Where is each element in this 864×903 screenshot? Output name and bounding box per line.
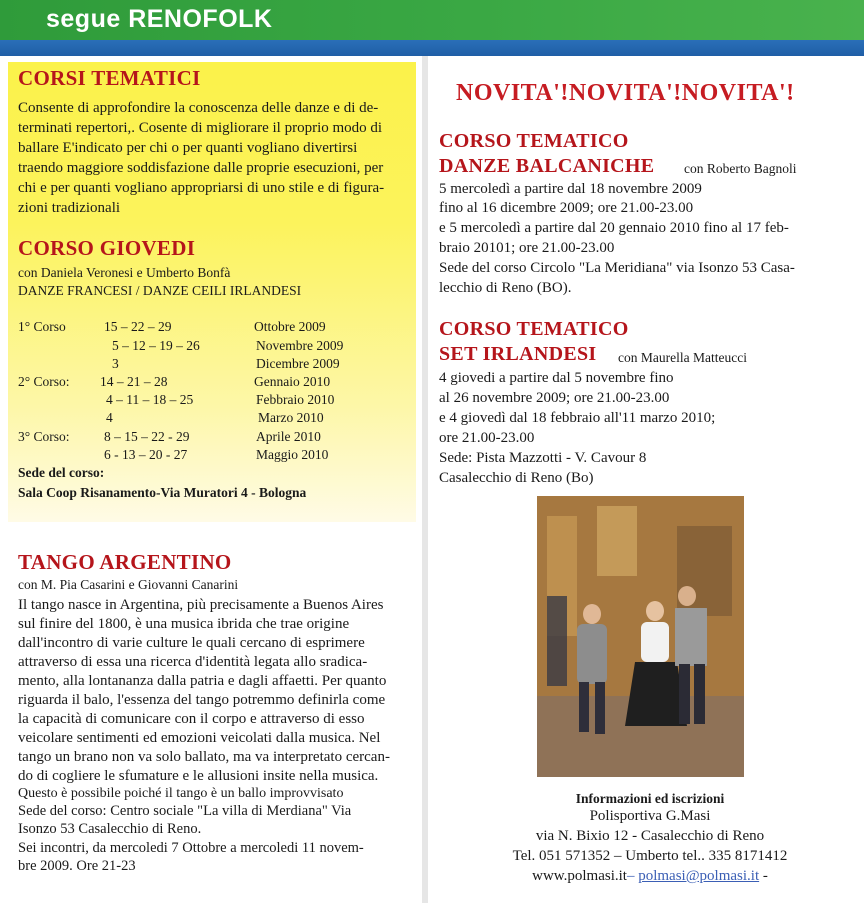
- corso-giovedi-title: CORSO GIOVEDI: [18, 236, 196, 260]
- course-days: 4: [106, 410, 113, 425]
- tango-line: tango un brano non va solo ballato, ma va interpretato cercan-: [18, 749, 390, 765]
- giovedi-teachers: con Daniela Veronesi e Umberto Bonfà: [18, 265, 231, 280]
- balcaniche-line: Sede del corso Circolo "La Meridiana" via Isonzo 53 Casa-: [439, 260, 795, 276]
- course-month: Febbraio 2010: [256, 392, 335, 407]
- tango-line: Il tango nasce in Argentina, più precisamente a Buenos Aires: [18, 597, 384, 613]
- giovedi-venue: Sala Coop Risanamento-Via Muratori 4 - Bologna: [18, 485, 307, 500]
- tango-teachers: con M. Pia Casarini e Giovanni Canarini: [18, 577, 239, 592]
- balcaniche-line: lecchio di Reno (BO).: [439, 280, 572, 296]
- irlandesi-line: e 4 giovedì dal 18 febbraio all'11 marzo 2010;: [439, 410, 716, 426]
- irlandesi-title1: CORSO TEMATICO: [439, 318, 629, 340]
- tango-line: Sei incontri, da mercoledi 7 Ottobre a mercoledi 11 novem-: [18, 840, 364, 856]
- balcaniche-title1: CORSO TEMATICO: [439, 130, 629, 152]
- corsi-line: chi e per quanti vogliano appropriarsi di uno stile e di figura-: [18, 180, 385, 196]
- header-blue-bar: [0, 40, 864, 56]
- corsi-tematici-title: CORSI TEMATICI: [18, 66, 201, 90]
- tango-line: riguarda il balo, l'essenza del tango potremmo definirla come: [18, 692, 386, 708]
- course-days: 4 – 11 – 18 – 25: [106, 392, 194, 407]
- tango-line: Sede del corso: Centro sociale "La villa di Merdiana" Via: [18, 803, 352, 819]
- irlandesi-line: 4 giovedi a partire dal 5 novembre fino: [439, 370, 674, 386]
- website-link[interactable]: www.polmasi.it: [532, 868, 627, 884]
- course-days: 5 – 12 – 19 – 26: [112, 338, 200, 353]
- column-divider: [422, 56, 428, 903]
- tango-line: Isonzo 53 Casalecchio di Reno.: [18, 821, 202, 837]
- irlandesi-line: Sede: Pista Mazzotti - V. Cavour 8: [439, 450, 647, 466]
- course-days: 14 – 21 – 28: [100, 374, 168, 389]
- balcaniche-title2: DANZE BALCANICHE: [439, 155, 655, 177]
- course-month: Novembre 2009: [256, 338, 344, 353]
- tango-line: sul finire del 1800, è una musica ibrida che trae origine: [18, 616, 350, 632]
- irlandesi-line: ore 21.00-23.00: [439, 430, 535, 446]
- tango-line: attraverso di essa una ricerca d'identità legata allo sradica-: [18, 654, 368, 670]
- course-label: 3° Corso:: [18, 429, 70, 444]
- irlandesi-line: al 26 novembre 2009; ore 21.00-23.00: [439, 390, 670, 406]
- balcaniche-teacher: con Roberto Bagnoli: [684, 161, 797, 176]
- course-month: Marzo 2010: [258, 410, 324, 425]
- info-address: via N. Bixio 12 - Casalecchio di Reno: [535, 828, 765, 844]
- tango-line: dall'incontro di varie culture le quali cercano di esprimere: [18, 635, 365, 651]
- tango-line: mento, alla lontananza dalla patria e dagli affaetti. Per quanto: [18, 673, 387, 689]
- irlandesi-title2: SET IRLANDESI: [439, 343, 597, 365]
- info-contacts: [440, 868, 860, 885]
- tango-line: bre 2009. Ore 21-23: [18, 858, 136, 874]
- giovedi-venue-label: Sede del corso:: [18, 465, 105, 480]
- course-month: Ottobre 2009: [254, 319, 326, 334]
- dance-photo: [537, 496, 744, 777]
- info-title: Informazioni ed iscrizioni: [575, 791, 725, 806]
- course-days: 6 - 13 – 20 - 27: [104, 447, 188, 462]
- balcaniche-line: 5 mercoledì a partire dal 18 novembre 2009: [439, 181, 702, 197]
- page-title: segue RENOFOLK: [46, 5, 273, 33]
- email-link[interactable]: polmasi@polmasi.it: [638, 868, 760, 884]
- irlandesi-teacher: con Maurella Matteucci: [618, 350, 747, 365]
- course-label: 1° Corso: [18, 319, 66, 334]
- course-days: 15 – 22 – 29: [104, 319, 172, 334]
- corsi-line: ballare E'indicato per chi o per quanti vogliano divertirsi: [18, 140, 358, 156]
- contact-tail: -: [759, 868, 768, 884]
- dance-photo-illustration: [537, 496, 744, 777]
- novita-banner: NOVITA'!NOVITA'!NOVITA'!: [456, 80, 795, 106]
- tango-title: TANGO ARGENTINO: [18, 550, 232, 574]
- info-phone: Tel. 051 571352 – Umberto tel.. 335 8171412: [512, 848, 788, 864]
- course-days: 3: [112, 356, 119, 371]
- balcaniche-line: braio 20101; ore 21.00-23.00: [439, 240, 615, 256]
- balcaniche-line: e 5 mercoledì a partire dal 20 gennaio 2010 fino al 17 feb-: [439, 220, 789, 236]
- corsi-line: Consente di approfondire la conoscenza delle danze e di de-: [18, 100, 379, 116]
- tango-line: do di cogliere le sfumature e le allusioni insite nella musica.: [18, 768, 379, 784]
- tango-line: veicolare sentimenti ed emozioni veicolati dalla musica. Nel: [18, 730, 381, 746]
- corsi-line: traendo maggiore soddisfazione dalle proprie esecuzioni, per: [18, 160, 384, 176]
- course-days: 8 – 15 – 22 - 29: [104, 429, 190, 444]
- course-month: Gennaio 2010: [254, 374, 331, 389]
- contact-separator: –: [626, 868, 639, 884]
- corsi-line: terminati repertori,. Cosente di migliorare il proprio modo di: [18, 120, 383, 136]
- course-month: Maggio 2010: [256, 447, 329, 462]
- balcaniche-line: fino al 16 dicembre 2009; ore 21.00-23.00: [439, 200, 694, 216]
- irlandesi-line: Casalecchio di Reno (Bo): [439, 470, 594, 486]
- course-month: Dicembre 2009: [256, 356, 340, 371]
- corsi-line: zioni tradizionali: [18, 200, 121, 216]
- tango-line: Questo è possibile poiché il tango è un ballo improvvisato: [18, 786, 344, 801]
- tango-line: la capacità di comunicare con il corpo e attraverso di esso: [18, 711, 365, 727]
- course-label: 2° Corso:: [18, 374, 70, 389]
- course-month: Aprile 2010: [256, 429, 321, 444]
- info-org: Polisportiva G.Masi: [589, 808, 711, 824]
- giovedi-dances: DANZE FRANCESI / DANZE CEILI IRLANDESI: [18, 283, 302, 298]
